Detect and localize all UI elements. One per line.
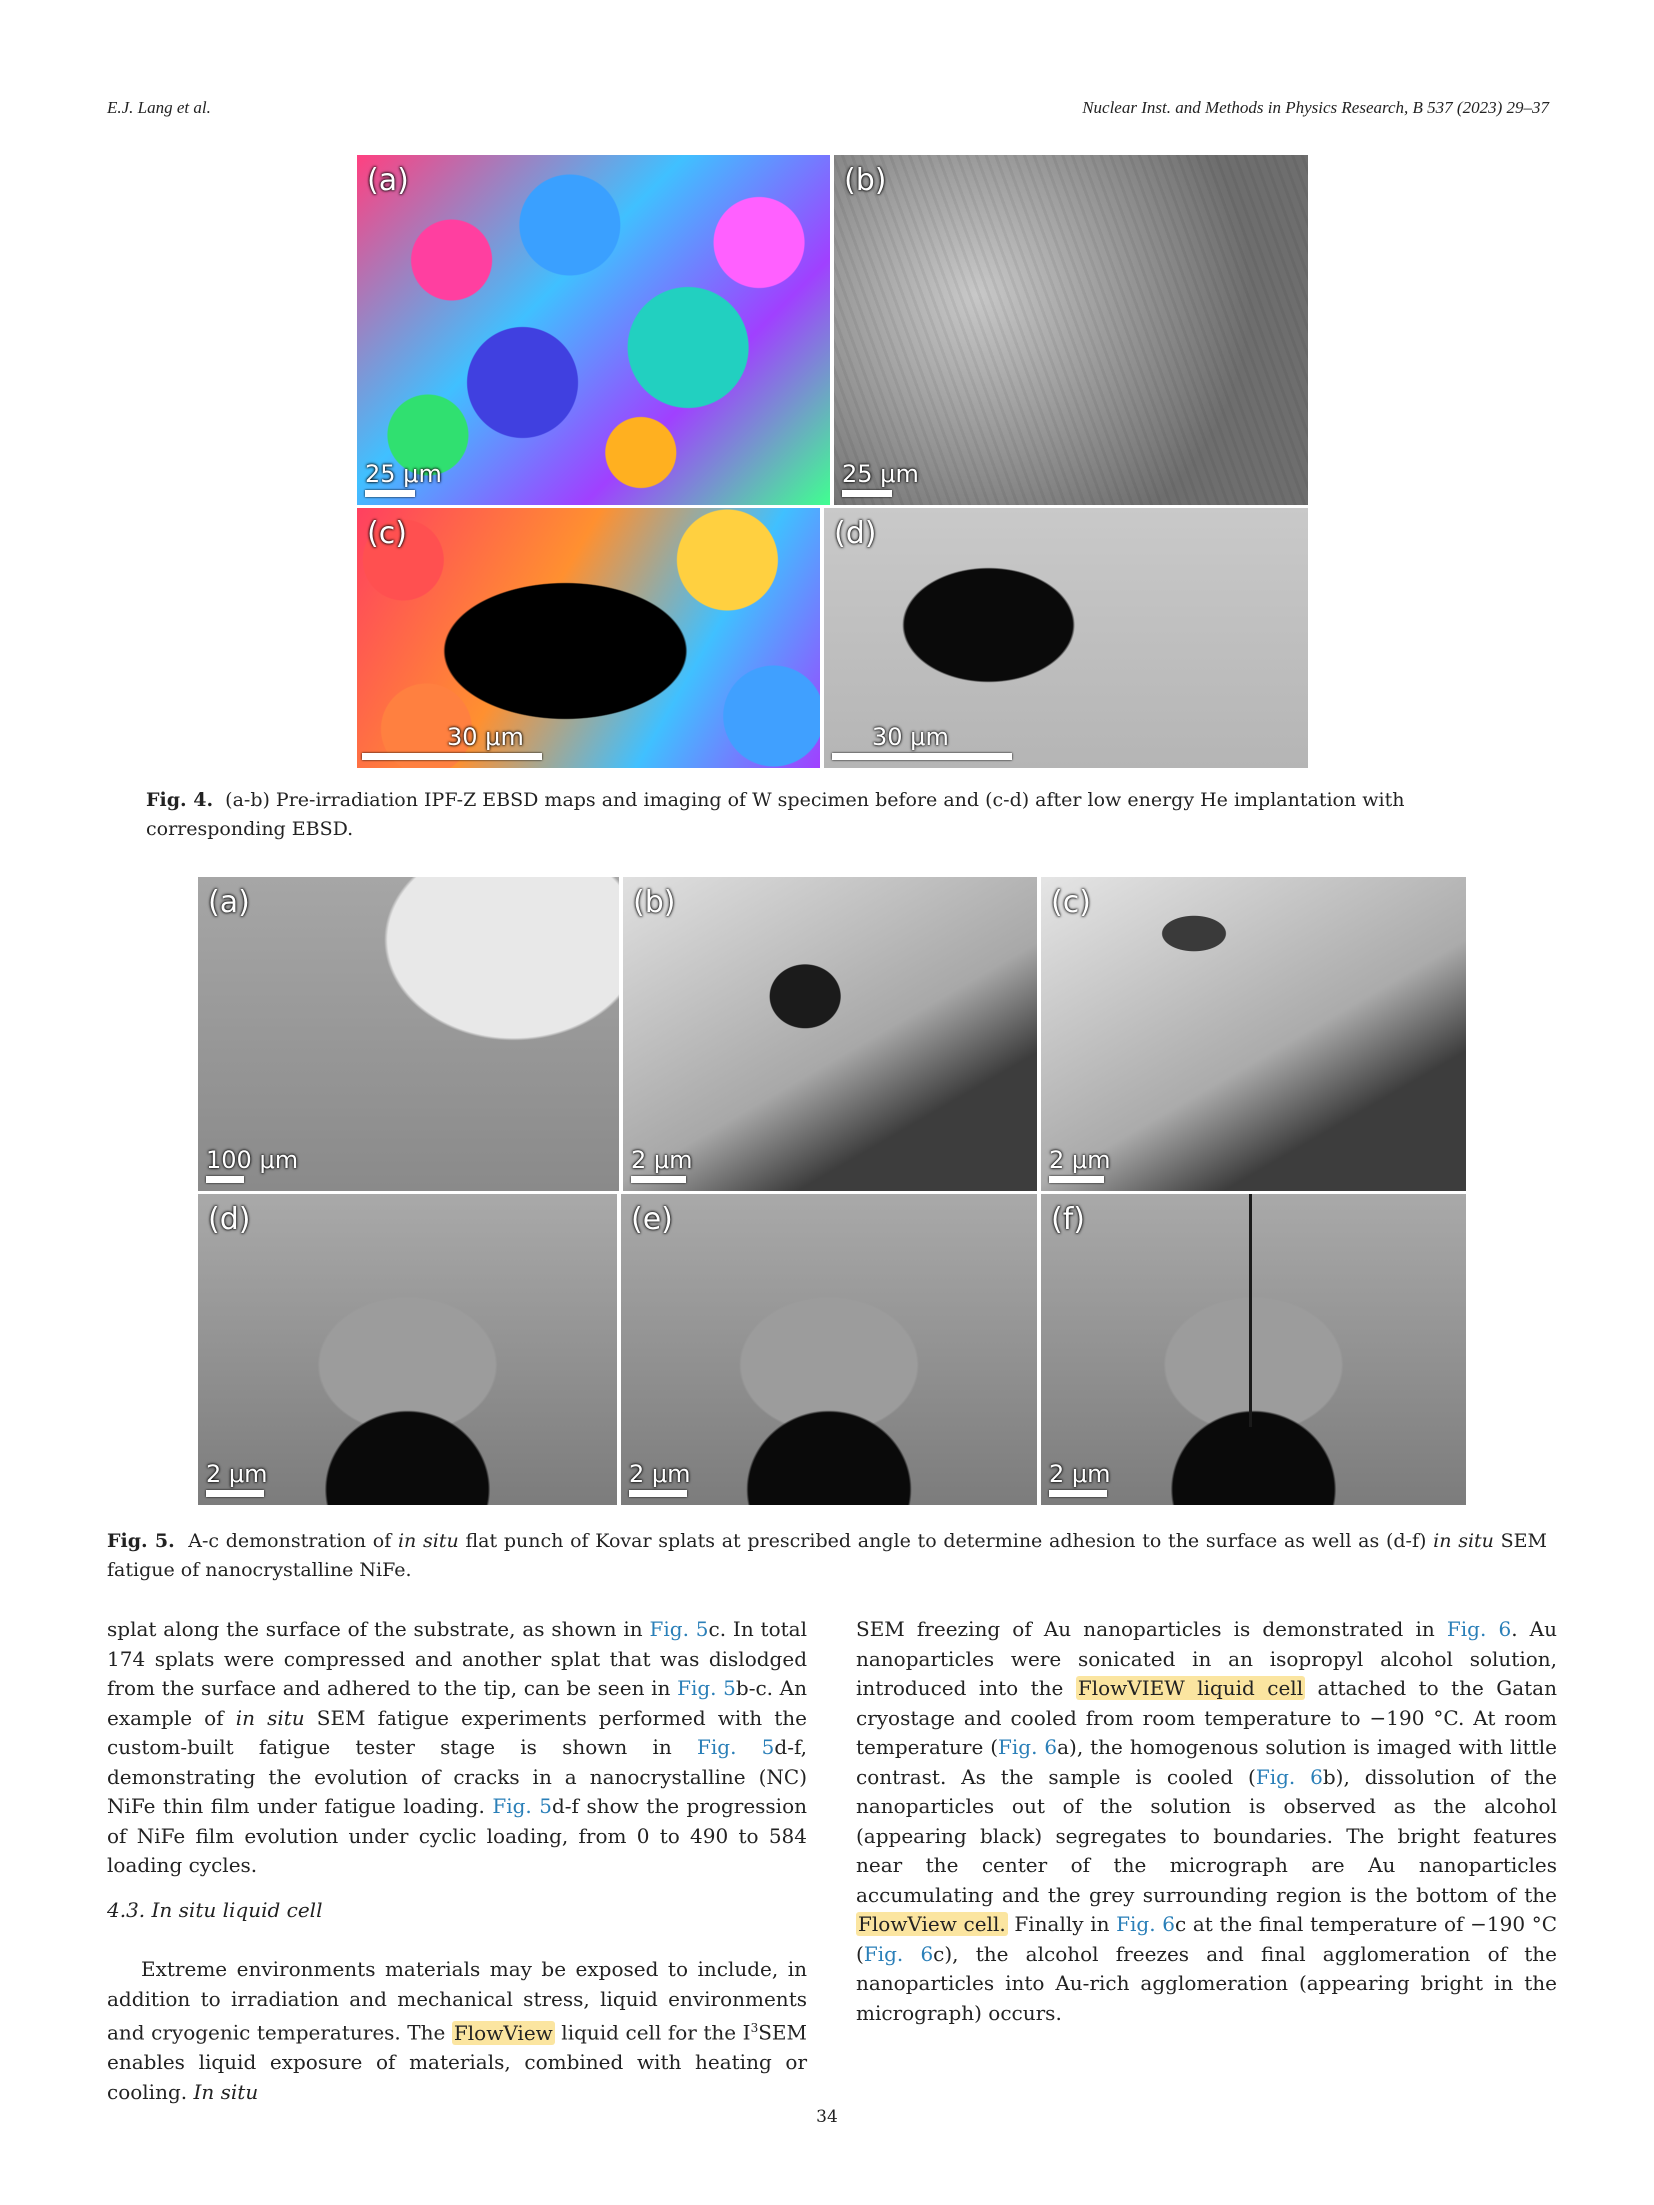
highlight: FlowVIEW liquid cell [1077,1676,1304,1700]
fig-link[interactable]: Fig. 6 [998,1735,1058,1759]
fig5-caption: Fig. 5. A-c demonstration of in situ flat punch of Kovar splats at prescribed angle to determine adhesion to the surface as well as (d-f) in situ SEM fatigue of nanocrystalline NiFe. [107,1530,1547,1581]
panel-label: (a) [367,163,409,198]
fig-link[interactable]: Fig. 5 [677,1676,736,1700]
fig5-panel-f [1041,1194,1466,1505]
running-header-authors: E.J. Lang et al. [107,98,211,117]
panel-label: (d) [208,1202,251,1237]
fig4-panel-d [824,508,1308,768]
scale-bar: 30 μm [407,723,542,760]
panel-label: (e) [631,1202,673,1237]
fig-link[interactable]: Fig. 6 [863,1941,934,1966]
fig4-panel-a [357,155,830,505]
scale-bar: 2 μm [629,1460,691,1497]
left-column-paragraph-1: splat along the surface of the substrate, as shown in Fig. 5c. In total 174 splats were compressed and another splat that was dislodged from the surface and adhered to the tip, can be seen in Fig. 5b-c. An example of in situ SEM fatigue experiments performed with the custom-built fatigue tester stage is shown in Fig. 5d-f, demonstrating the evolution of cracks in a nanocrystalline (NC) NiFe thin film under fatigue loading. Fig. 5d-f show the progression of NiFe film evolution under cyclic loading, from 0 to 490 to 584 loading cycles. [107,1617,808,1877]
highlight: FlowView cell. [858,1912,1006,1936]
scale-bar: 100 μm [206,1146,298,1183]
panel-label: (f) [1051,1202,1085,1237]
scale-bar: 2 μm [1049,1460,1111,1497]
fig5-panel-b [623,877,1037,1191]
panel-label: (a) [208,885,250,920]
fig5-panel-a [198,877,619,1191]
section-heading: 4.3. In situ liquid cell [107,1898,323,1922]
fig-link[interactable]: Fig. 5 [492,1794,552,1818]
scale-bar: 25 μm [842,460,919,497]
scale-bar: 2 μm [206,1460,268,1497]
scale-bar: 30 μm [832,723,1012,760]
fig4-panel-b [834,155,1308,505]
panel-label: (c) [367,516,407,551]
crack-line [1249,1194,1252,1427]
fig5-panel-d [198,1194,617,1505]
running-header-journal: Nuclear Inst. and Methods in Physics Research, B 537 (2023) 29–37 [1082,98,1549,117]
fig-link[interactable]: Fig. 6 [1446,1617,1512,1641]
scale-bar: 2 μm [631,1146,693,1183]
fig-link[interactable]: Fig. 5 [697,1735,775,1759]
page-number: 34 [816,2107,838,2127]
panel-label: (d) [834,516,877,551]
fig-link[interactable]: Fig. 6 [1255,1764,1323,1789]
fig4-panel-c [357,508,820,768]
fig-link[interactable]: Fig. 6 [1116,1912,1175,1936]
fig5-panel-c [1041,877,1466,1191]
fig4-caption: Fig. 4. (a-b) Pre-irradiation IPF-Z EBSD maps and imaging of W specimen before and (c-d) after low energy He implantation with corresponding EBSD. [146,789,1405,840]
left-column-paragraph-2: Extreme environments materials may be exposed to include, in addition to irradiation and mechanical stress, liquid environments and cryogenic temperatures. The FlowView liquid cell for the $I^3SEM$ enables liquid exposure of materials, combined with heating or cooling. In situ [107,1957,807,2104]
panel-label: (b) [844,163,887,198]
fig5-panel-e [621,1194,1037,1505]
right-column-paragraph: SEM freezing of Au nanoparticles is demonstrated in Fig. 6. Au nanoparticles were sonicated in an isopropyl alcohol solution, introduced into the FlowVIEW liquid cell attached to the Gatan cryostage and cooled from room temperature to −190 °C. At room temperature (Fig. 6a), the homogenous solution is imaged with little contrast. As the sample is cooled (Fig. 6b), dissolution of the nanoparticles out of the solution is observed as the alcohol (appearing black) segregates to boundaries. The bright features near the center of the micrograph are Au nanoparticles accumulating and the grey surrounding region is the bottom of the FlowView cell. Finally in Fig. 6c at the final temperature of −190 °C (Fig. 6c), the alcohol freezes and final agglomeration of the nanoparticles into Au-rich agglomeration (appearing bright in the micrograph) occurs. [856,1617,1558,2025]
highlight: FlowView [453,2020,553,2045]
fig-link[interactable]: Fig. 5 [649,1617,709,1641]
scale-bar: 2 μm [1049,1146,1111,1183]
panel-label: (b) [633,885,676,920]
scale-bar: 25 μm [365,460,442,497]
panel-label: (c) [1051,885,1091,920]
